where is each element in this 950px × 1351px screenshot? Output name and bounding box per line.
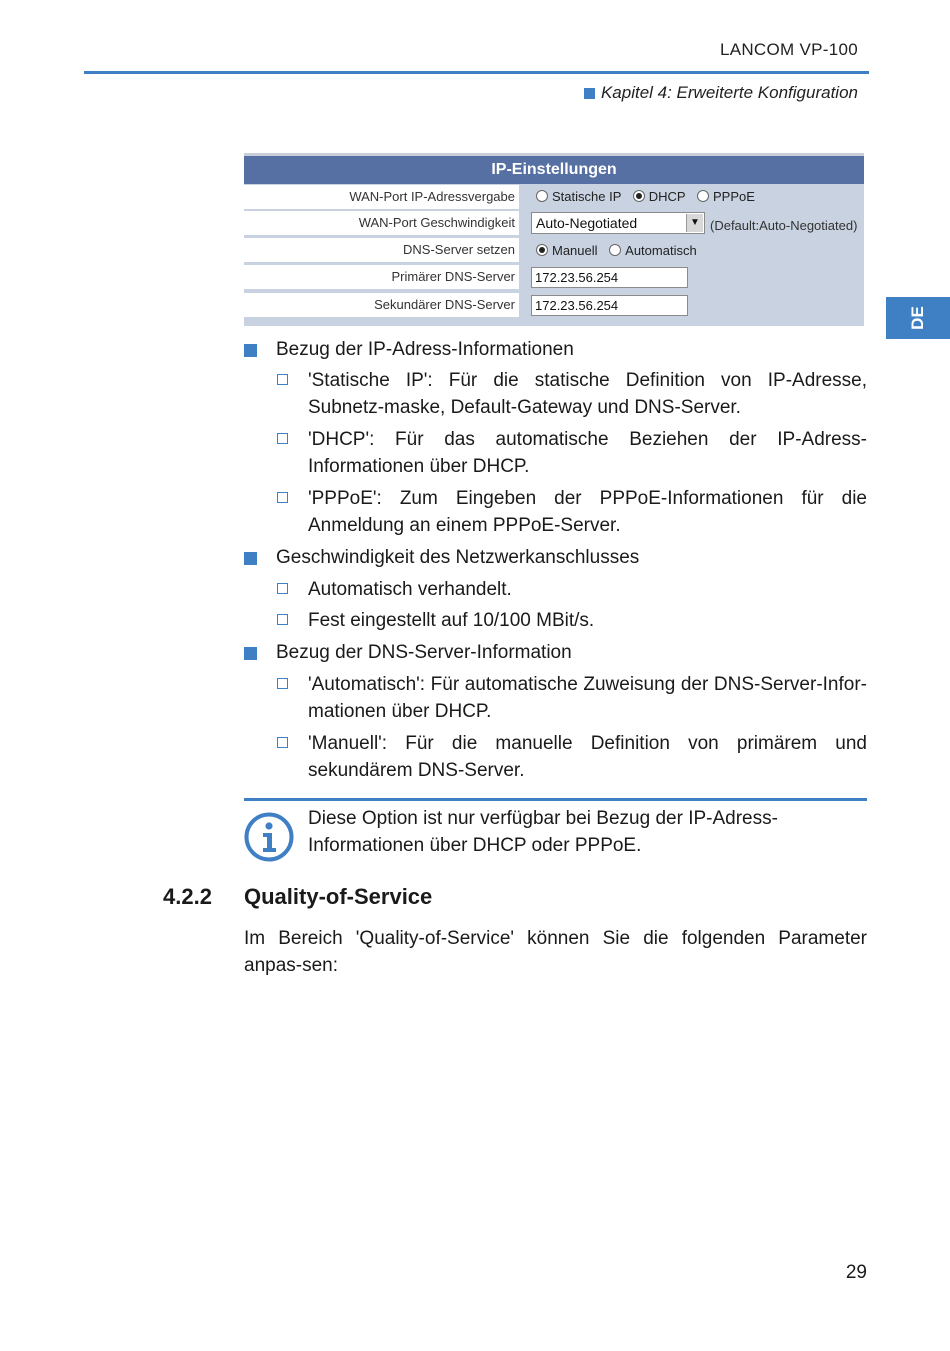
speed-select-value: Auto-Negotiated	[536, 215, 638, 231]
primary-dns-input[interactable]: 172.23.56.254	[531, 267, 688, 288]
checkbox-bullet-icon	[277, 737, 288, 748]
row-dns-mode	[244, 238, 864, 264]
radio-label: Manuell	[552, 243, 598, 258]
radio-dhcp[interactable]	[633, 190, 645, 202]
secondary-dns-input[interactable]: 172.23.56.254	[531, 295, 688, 316]
sub-list-item-text: Automatisch verhandelt.	[308, 579, 512, 600]
radio-static-ip[interactable]	[536, 190, 548, 202]
radio-pppoe[interactable]	[697, 190, 709, 202]
row-label: Primärer DNS-Server	[244, 265, 519, 289]
section-number: 4.2.2	[163, 884, 212, 909]
chapter-label	[584, 83, 858, 103]
checkbox-bullet-icon	[277, 492, 288, 503]
speed-default-hint: (Default:Auto-Negotiated)	[710, 218, 858, 233]
bullet-square-icon	[244, 552, 257, 565]
checkbox-bullet-icon	[277, 614, 288, 625]
row-label: Sekundärer DNS-Server	[244, 293, 519, 317]
radio-manual[interactable]	[536, 244, 548, 256]
language-tab	[886, 297, 950, 339]
checkbox-bullet-icon	[277, 433, 288, 444]
note-text: Diese Option ist nur verfügbar bei Bezug der IP-Adress-Informationen über DHCP oder PPPoE.	[308, 808, 778, 856]
note-rule	[244, 798, 867, 801]
panel-title: IP-Einstellungen	[244, 153, 864, 184]
checkbox-bullet-icon	[277, 374, 288, 385]
radio-label: Statische IP	[552, 189, 622, 204]
radio-label: DHCP	[648, 189, 686, 204]
sub-list-item-text: 'DHCP': Für das automatische Beziehen der IP-Adress-Informationen über DHCP.	[308, 429, 867, 477]
row-label: WAN-Port Geschwindigkeit	[244, 211, 519, 235]
section-paragraph: Im Bereich 'Quality-of-Service' können Sie die folgenden Parameter anpas-sen:	[244, 928, 867, 976]
section-title: Quality-of-Service	[244, 884, 433, 909]
row-speed	[244, 211, 864, 237]
sub-list-item-text: 'Manuell': Für die manuelle Definition von primärem und sekundärem DNS-Server.	[308, 733, 867, 781]
radio-label: PPPoE	[713, 189, 755, 204]
list-item-text: Bezug der DNS-Server-Information	[276, 642, 572, 663]
bullet-square-icon	[244, 344, 257, 357]
chevron-down-icon[interactable]: ▼	[686, 214, 703, 232]
checkbox-bullet-icon	[277, 583, 288, 594]
chapter-text: Kapitel 4: Erweiterte Konfiguration	[600, 83, 858, 102]
row-label: DNS-Server setzen	[244, 238, 519, 262]
running-header-product: LANCOM VP-100	[719, 40, 858, 59]
sub-list-item-text: Fest eingestellt auf 10/100 MBit/s.	[308, 610, 595, 631]
radio-automatic[interactable]	[609, 244, 621, 256]
list-item-text: Bezug der IP-Adress-Informationen	[276, 339, 574, 360]
page-number: 29	[845, 1262, 867, 1283]
row-primary-dns	[244, 265, 864, 291]
row-secondary-dns	[244, 293, 864, 319]
ip-assignment-radios	[536, 185, 755, 209]
info-icon	[244, 812, 294, 862]
radio-label: Automatisch	[625, 243, 697, 258]
panel-top-border	[244, 153, 864, 156]
header-rule	[84, 71, 869, 74]
sub-list-item-text: 'Statische IP': Für die statische Definition von IP-Adresse, Subnetz-maske, Default-Gateway und DNS-Server.	[308, 370, 867, 418]
sub-list-item-text: 'Automatisch': Für automatische Zuweisung der DNS-Server-Infor-mationen über DHCP.	[308, 674, 867, 722]
ip-settings-screenshot	[244, 153, 864, 326]
chapter-square-icon	[584, 88, 595, 99]
language-tab-label: DE	[908, 306, 927, 330]
sub-list-item-text: 'PPPoE': Zum Eingeben der PPPoE-Informationen für die Anmeldung an einem PPPoE-Server.	[308, 488, 867, 536]
dns-mode-radios	[536, 239, 697, 263]
speed-select[interactable]	[531, 212, 705, 234]
bullet-square-icon	[244, 647, 257, 660]
row-label: WAN-Port IP-Adressvergabe	[244, 185, 519, 209]
checkbox-bullet-icon	[277, 678, 288, 689]
list-item-text: Geschwindigkeit des Netzwerkanschlusses	[276, 547, 640, 568]
row-ip-assignment	[244, 185, 864, 211]
